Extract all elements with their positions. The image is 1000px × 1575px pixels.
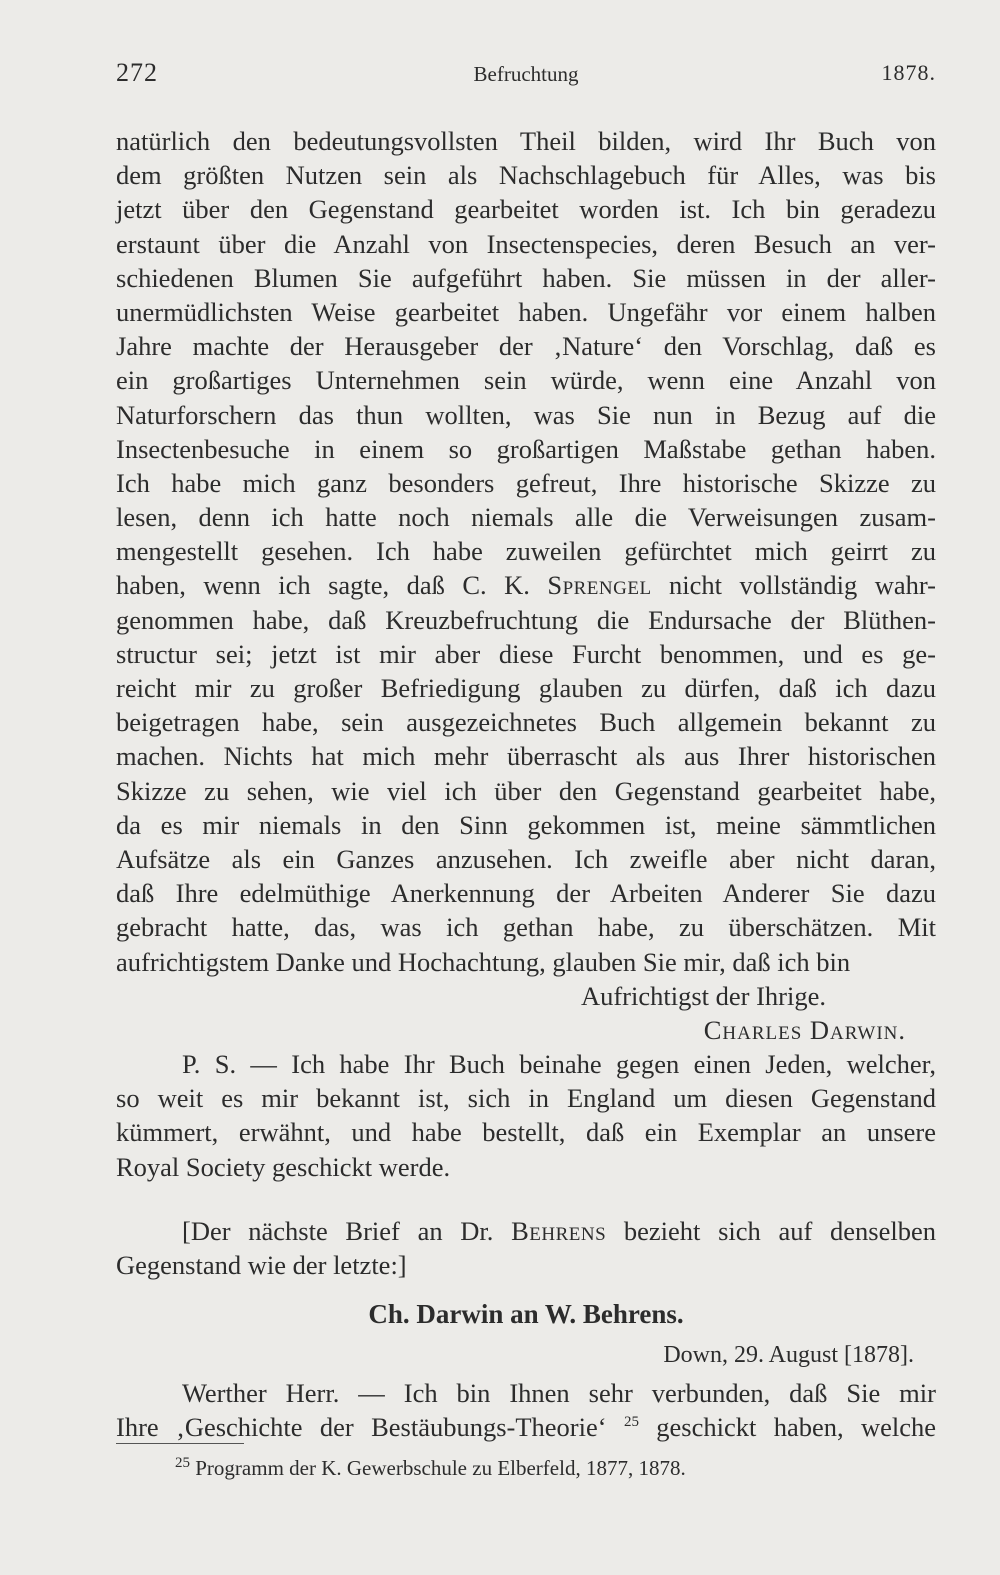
text-line: daß Ihre edelmüthige Anerkennung der Arbeiten Anderer Sie dazu (116, 878, 936, 909)
text-line: schiedenen Blumen Sie aufgeführt haben. Sie müssen in der aller- (116, 262, 936, 293)
footnote (175, 1456, 686, 1481)
text-line: kümmert, erwähnt, und habe bestellt, daß ein Exemplar an unsere (116, 1117, 936, 1148)
text-line: gebracht hatte, das, was ich gethan habe, zu überschätzen. Mit (116, 912, 936, 943)
text-line: mengestellt gesehen. Ich habe zuweilen gefürchtet mich geirrt zu (116, 536, 936, 567)
body-text (116, 124, 936, 1445)
text-line: dem größten Nutzen sein als Nachschlagebuch für Alles, was bis (116, 160, 936, 191)
text-line: jetzt über den Gegenstand gearbeitet worden ist. Ich bin geradezu (116, 194, 936, 225)
text-line: erstaunt über die Anzahl von Insectenspecies, deren Besuch an ver- (116, 228, 936, 259)
page-number: 272 (116, 58, 158, 87)
text-line: lesen, denn ich hatte noch niemals alle die Verweisungen zusam- (116, 502, 936, 533)
postscript-last-line: Royal Society geschickt werde. (116, 1151, 451, 1182)
footnote-number: 25 (175, 1455, 190, 1471)
text-line: natürlich den bedeutungsvollsten Theil bilden, wird Ihr Buch von (116, 126, 936, 156)
text-line: so weit es mir bekannt ist, sich in England um diesen Gegenstand (116, 1083, 936, 1114)
footnote-reference: 25 (623, 1414, 639, 1431)
text-line: structur sei; jetzt ist mir aber diese Furcht benommen, und es ge- (116, 638, 936, 669)
text-line: Ich habe mich ganz besonders gefreut, Ihre historische Skizze zu (116, 467, 936, 498)
letter-signoff: Aufrichtigst der Ihrige. (580, 980, 826, 1011)
letter-opening-line: Werther Herr. — Ich bin Ihnen sehr verbunden, daß Sie mir (182, 1378, 936, 1409)
paragraph-continued-2 (116, 603, 936, 945)
name-behrens: Behrens (511, 1215, 607, 1246)
page-header (116, 58, 936, 98)
text-line: Skizze zu sehen, wie viel ich über den Gegenstand gearbeitet habe, (116, 775, 936, 806)
text-line: Naturforschern das thun wollten, was Sie nun in Bezug auf die (116, 399, 936, 430)
text-line: machen. Nichts hat mich mehr überrascht als aus Ihrer historischen (116, 741, 936, 772)
header-year: 1878. (881, 60, 936, 85)
letter-heading: Ch. Darwin an W. Behrens. (368, 1299, 684, 1330)
editorial-note-first-line: [Der nächste Brief an Dr. Behrens bezieht sich auf denselben (182, 1215, 936, 1246)
editorial-note-last-line: Gegenstand wie der letzte:] (116, 1250, 407, 1280)
letter-dateline: Down, 29. August [1878]. (663, 1342, 914, 1369)
text-line: haben, wenn ich sagte, daß C. K. Sprengel nicht vollständig wahr- (116, 570, 937, 601)
postscript-first-line: P. S. — Ich habe Ihr Buch beinahe gegen einen Jeden, welcher, (182, 1049, 936, 1080)
text-line: genommen habe, daß Kreuzbefruchtung die Endursache der Blüthen- (116, 604, 936, 635)
name-sprengel: Sprengel (547, 570, 652, 601)
paragraph-continued (116, 124, 936, 568)
footnote-text: Programm der K. Gewerbschule zu Elberfeld, 1877, 1878. (190, 1456, 686, 1480)
text-line: Jahre machte der Herausgeber der ‚Nature‘ den Vorschlag, daß es (116, 331, 936, 362)
text-line: da es mir niemals in den Sinn gekommen ist, meine sämmtlichen (116, 809, 936, 840)
letter-signature: Charles Darwin. (703, 1014, 906, 1045)
footnote-rule (116, 1443, 244, 1444)
spacer (116, 1184, 936, 1214)
text-line: beigetragen habe, sein ausgezeichnetes Buch allgemein bekannt zu (116, 707, 936, 738)
closing-line: aufrichtigstem Danke und Hochachtung, glauben Sie mir, daß ich bin (116, 946, 851, 977)
running-title: Befruchtung (473, 62, 579, 86)
text-line: Ihre ‚Geschichte der Bestäubungs-Theorie‘ $^{25}$ geschickt haben, welche (116, 1412, 936, 1443)
text-line: reicht mir zu großer Befriedigung glauben zu dürfen, daß ich dazu (116, 673, 936, 703)
text-line: unermüdlichsten Weise gearbeitet haben. Ungefähr vor einem halben (116, 296, 936, 327)
text-line: ein großartiges Unternehmen sein würde, wenn eine Anzahl von (116, 365, 936, 396)
text-line: Insectenbesuche in einem so großartigen Maßstabe gethan haben. (116, 433, 936, 464)
text-line: Aufsätze als ein Ganzes anzusehen. Ich zweifle aber nicht daran, (116, 843, 936, 874)
